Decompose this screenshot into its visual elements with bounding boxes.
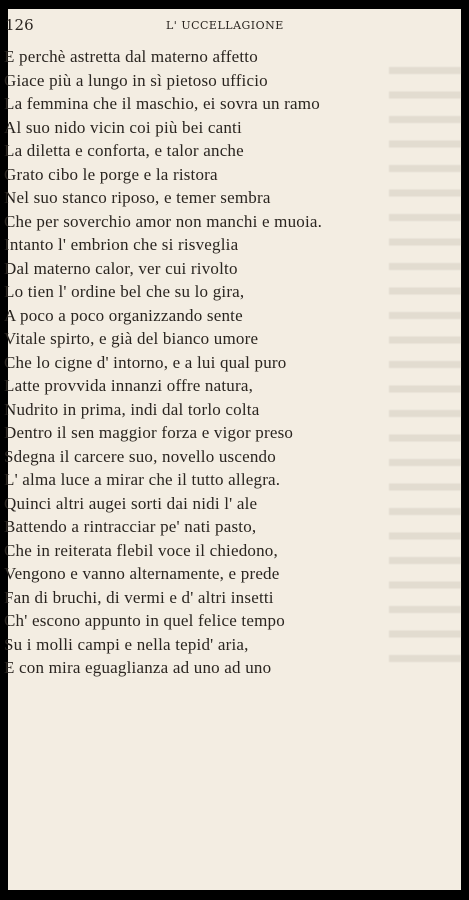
verse-line: Che in reiterata flebil voce il chiedono, — [4, 540, 278, 560]
verse-line: Che lo cigne d' intorno, e a lui qual puro — [4, 352, 287, 372]
verse-line: Che per soverchio amor non manchi e muoia. — [4, 211, 323, 231]
verse-line: E con mira eguaglianza ad uno ad uno — [4, 658, 272, 677]
verse-line: La femmina che il maschio, ei sovra un ramo — [4, 94, 320, 113]
verse-line: Ch' escono appunto in quel felice tempo — [4, 611, 285, 630]
verse-line: A poco a poco organizzando sente — [4, 305, 243, 325]
verse-line: Battendo a rintracciar pe' nati pasto, — [4, 517, 257, 536]
verse-line: Sdegna il carcere suo, novello uscendo — [4, 446, 276, 466]
verse-line: Grato cibo le porge e la ristora — [4, 164, 218, 184]
verse-line: Al suo nido vicin coi più bei canti — [4, 117, 242, 137]
running-head: L' UCCELLAGIONE — [166, 19, 284, 32]
verse-line: L' alma luce a mirar che il tutto allegra. — [4, 470, 281, 489]
verse-line: Vitale spirto, e già del bianco umore — [4, 329, 259, 348]
verse-line: Intanto l' embrion che si risveglia — [4, 235, 239, 254]
verse-line: Fan di bruchi, di vermi e d' altri insetti — [4, 587, 274, 607]
verse-line: Dentro il sen maggior forza e vigor preso — [4, 423, 294, 442]
verse-line: La diletta e conforta, e talor anche — [4, 141, 244, 160]
verse-line: Lo tien l' ordine bel che su lo gira, — [4, 282, 245, 301]
verse-line: Nel suo stanco riposo, e temer sembra — [4, 188, 271, 207]
verse-line: E perchè astretta dal materno affetto — [4, 47, 258, 66]
book-page — [4, 9, 461, 890]
verse-line: Vengono e vanno alternamente, e prede — [4, 564, 280, 583]
verse-line: Nudrito in prima, indi dal torlo colta — [4, 399, 260, 419]
verse-line: Quinci altri augei sorti dai nidi l' ale — [4, 493, 258, 513]
page-header — [5, 14, 461, 34]
verse-line: Dal materno calor, ver cui rivolto — [4, 258, 238, 278]
verse-line: Latte provvida innanzi offre natura, — [4, 376, 254, 395]
verse-line: Su i molli campi e nella tepid' aria, — [4, 634, 249, 654]
verse-line: Giace più a lungo in sì pietoso ufficio — [4, 70, 268, 90]
verse-block — [4, 45, 444, 680]
page-number: 126 — [5, 16, 34, 34]
